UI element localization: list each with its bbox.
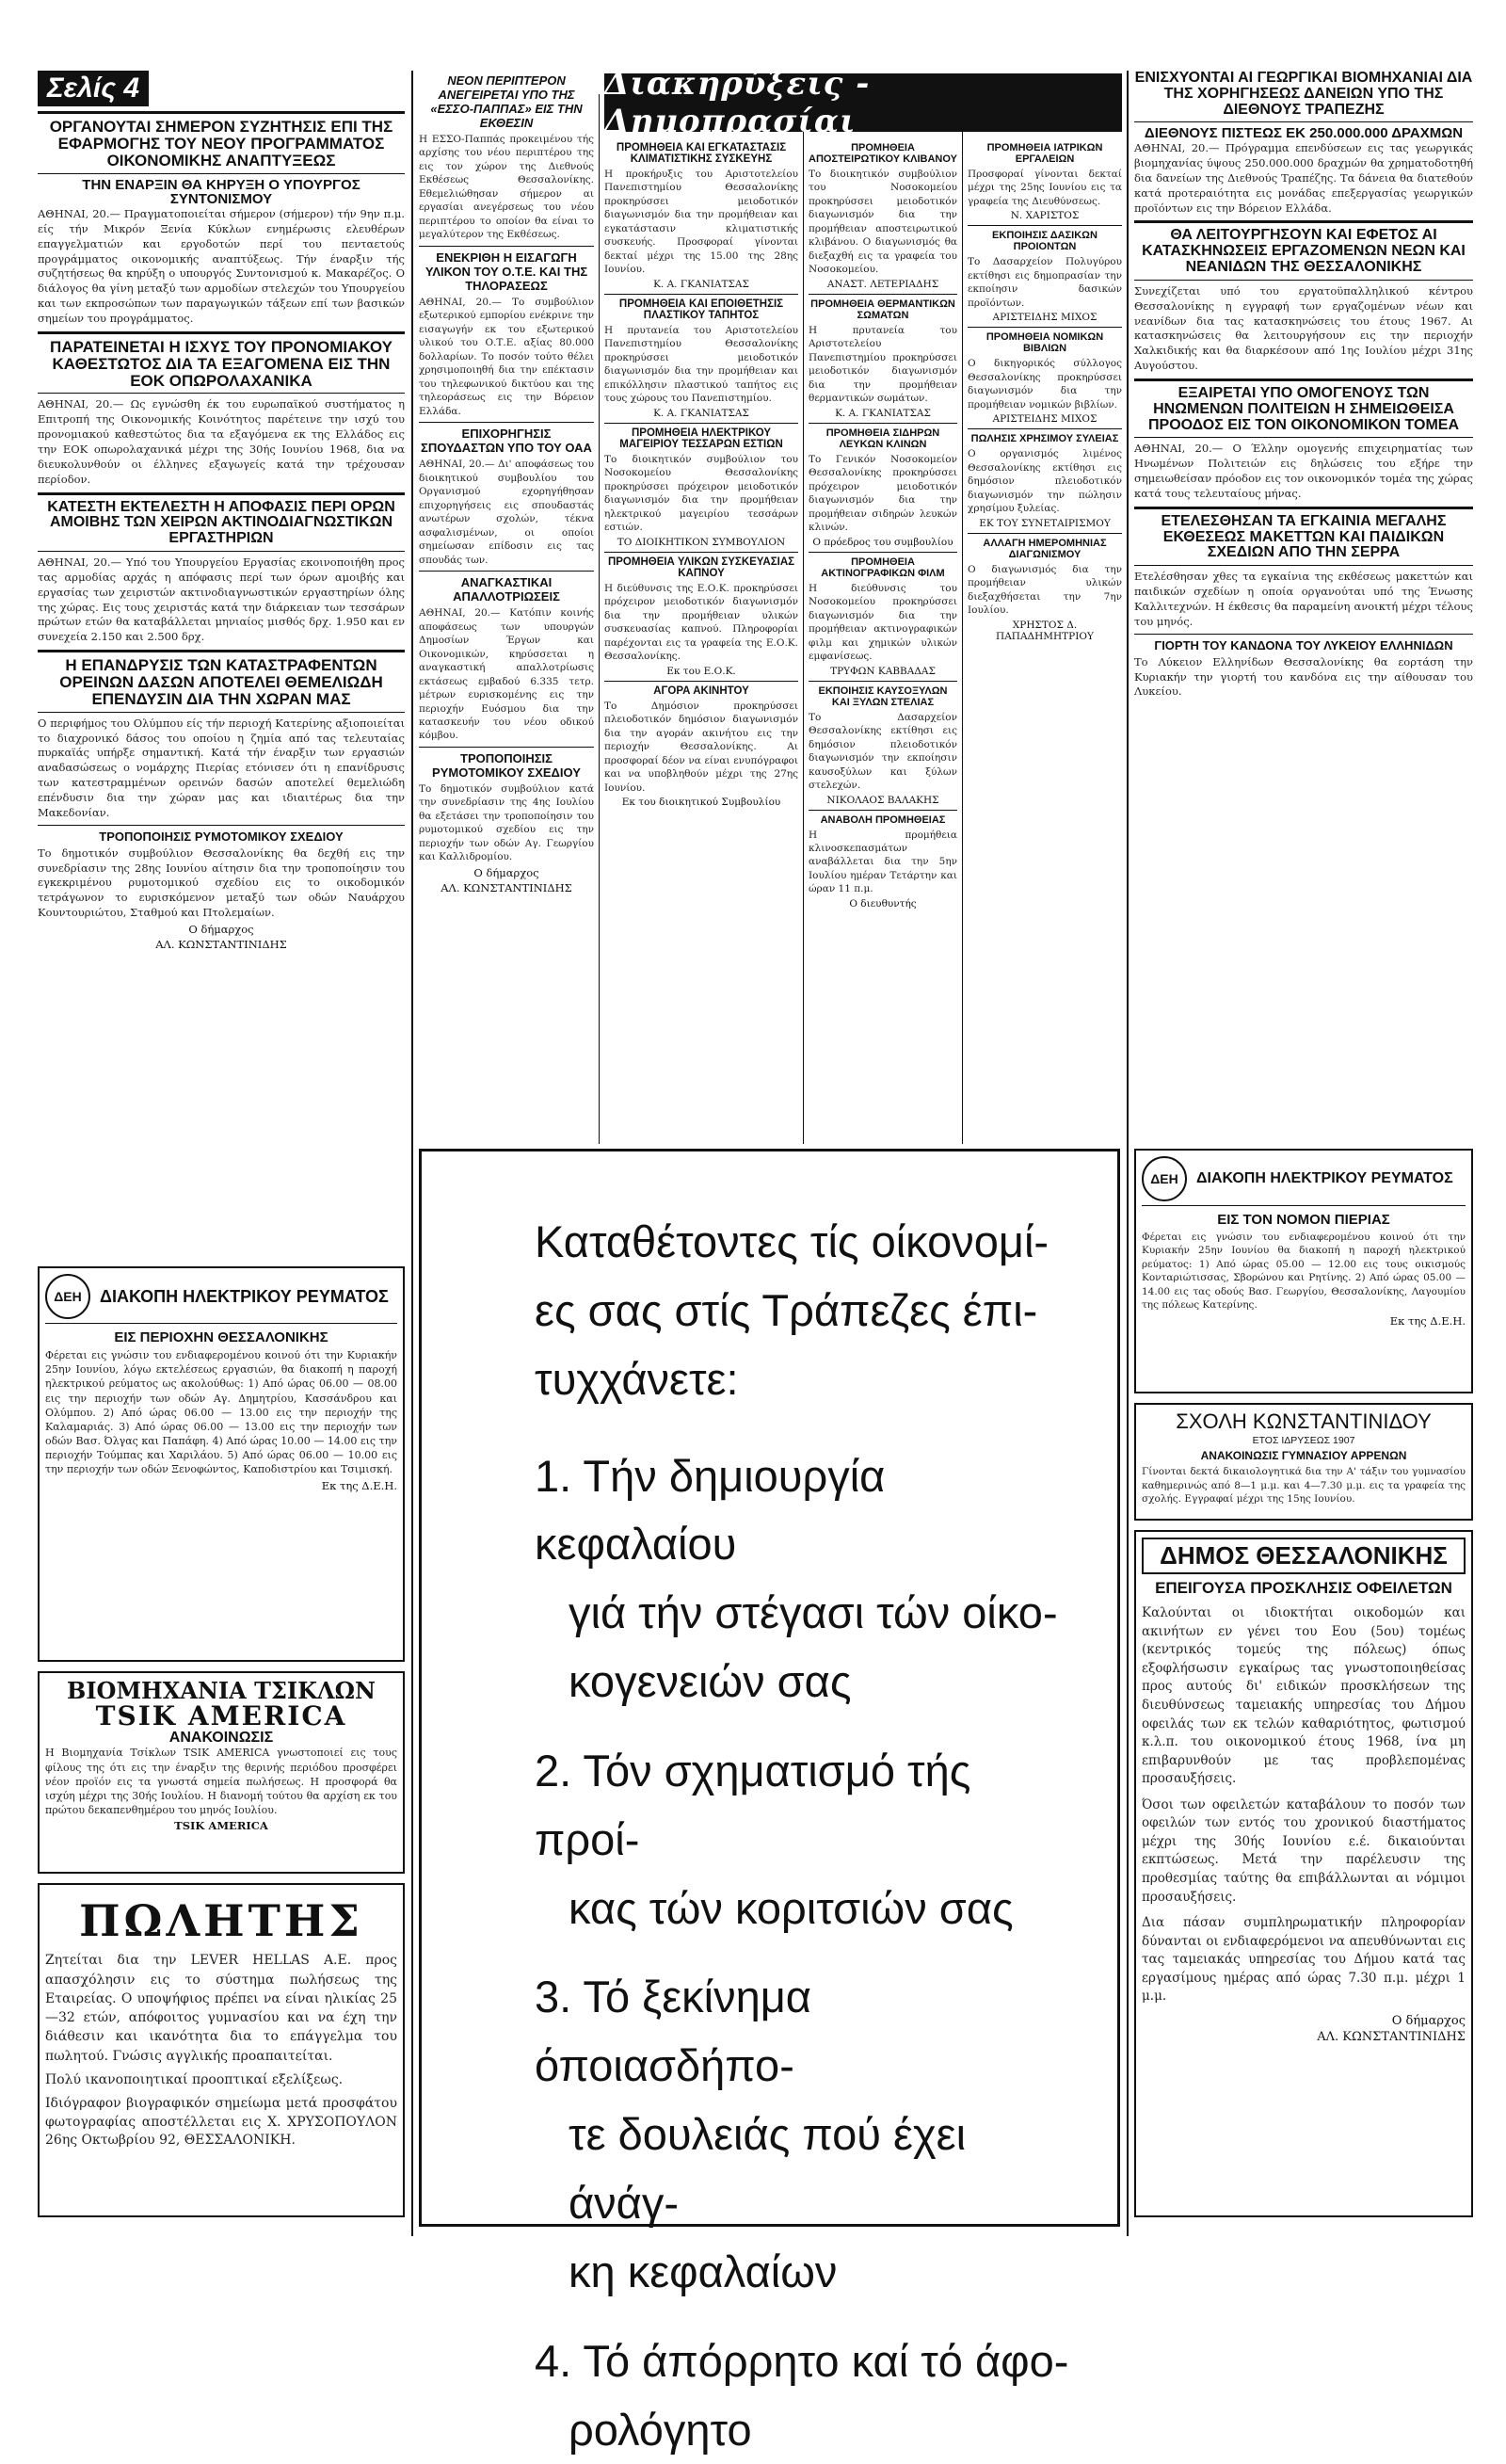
notice-signature: ΑΡΙΣΤΕΙΔΗΣ ΜΙΧΟΣ: [968, 312, 1122, 323]
notice-title: ΑΛΛΑΓΗ ΗΜΕΡΟΜΗΝΙΑΣ ΔΙΑΓΩΝΙΣΜΟΥ: [968, 538, 1122, 560]
section-banner-title: Διακηρύξεις - Δημοπρασίαι: [604, 65, 1122, 140]
notice-subtitle: ΕΙΣ ΠΕΡΙΟΧΗΝ ΘΕΣΣΑΛΟΝΙΚΗΣ: [45, 1329, 397, 1345]
notice-signature: ΤΟ ΔΙΟΙΚΗΤΙΚΟΝ ΣΥΜΒΟΥΛΙΟΝ: [604, 537, 798, 548]
notice-title: ΠΡΟΜΗΘΕΙΑ ΘΕΡΜΑΝΤΙΚΩΝ ΣΩΜΑΤΩΝ: [809, 298, 957, 321]
column-rule: [962, 94, 963, 1144]
notice-body: Ο διαγωνισμός δια την προμήθειαν υλικών διεξαχθήσεται την 7ην Ιουλίου.: [968, 563, 1122, 618]
notice-body: Η πρυτανεία του Αριστοτελείου Πανεπιστημίου προκηρύσσει μειοδοτικόν διαγωνισμόν δια την προμήθειαν θερμαντικών σωμάτων.: [809, 324, 957, 406]
headline: ΝΕΟΝ ΠΕΡΙΠΤΕΡΟΝ ΑΝΕΓΕΙΡΕΤΑΙ ΥΠΟ ΤΗΣ «ΕΣΣΟ-ΠΑΠΠΑΣ» ΕΙΣ ΤΗΝ ΕΚΘΕΣΙΝ: [419, 73, 594, 130]
notice-body: Η προμήθεια κλινοσκεπασμάτων αναβάλλεται δια την 5ην Ιουλίου ημέραν Τετάρτην και ώραν 11 π.μ.: [809, 829, 957, 896]
notice-title: ΠΡΟΜΗΘΕΙΑ ΑΠΟΣΤΕΙΡΩΤΙΚΟΥ ΚΛΙΒΑΝΟΥ: [809, 142, 957, 165]
notice-signature: Εκ του διοικητικού Συμβουλίου: [604, 797, 798, 808]
article-body: ΑΘΗΝΑΙ, 20.— Κατόπιν κοινής αποφάσεως των υπουργών Δημοσίων Έργων και Οικονομικών, κηρύσσεται η αναγκαστική απαλλοτρίωσις εκτάσεως εμβαδού 6.335 τετρ. μέτρων ευρισκομένης εις την περιοχήν Ευόσμου δια την κατασκευήν του νέου οδικού κόμβου.: [419, 606, 594, 743]
notice-body: Η πρυτανεία του Αριστοτελείου Πανεπιστημίου Θεσσαλονίκης προκηρύσσει μειοδοτικόν διαγωνισμόν δια την προμήθειαν και επικόλλησιν πλαστικού ταπήτος εις τους χώρους του Πανεπιστημίου.: [604, 324, 798, 406]
notice-signature: ΕΚ ΤΟΥ ΣΥΝΕΤΑΙΡΙΣΜΟΥ: [968, 518, 1122, 529]
municipality-title: ΔΗΜΟΣ ΘΕΣΣΑΛΟΝΙΚΗΣ: [1147, 1543, 1460, 1569]
headline: ΘΑ ΛΕΙΤΟΥΡΓΗΣΟΥΝ ΚΑΙ ΕΦΕΤΟΣ ΑΙ ΚΑΤΑΣΚΗΝΩΣΕΙΣ ΕΡΓΑΖΟΜΕΝΩΝ ΝΕΩΝ ΚΑΙ ΝΕΑΝΙΔΩΝ ΤΗΣ ΘΕΣΣΑΛΟΝΙΚΗΣ: [1134, 228, 1473, 275]
article-body: Ο περιφήμος του Ολύμπου είς τήν περιοχή Κατερίνης αξιοποιείται το διαχρονικό δάσος του οποίου η ζημία από τας τελευταίας πυρκαϊάς υπήρξε σημαντική. Κατά τήν έναρξιν των εργασιών αναδασώσεως ο νομάρχης Πιερίας ετόνισεν ότι η επανίδρυσις των κατεστραμμένων ορεινών δασών αποτελεί θεμελιώδη επένδυσιν δια την χώραν μας και ιδιαιτέρως δια την Μακεδονίαν.: [38, 717, 405, 821]
signature-title: Ο δήμαρχος: [419, 866, 594, 879]
article-body: ΑΘΗΝΑΙ, 20.— Το συμβούλιον εξωτερικού εμπορίου ενέκρινε την εισαγωγήν εκ του εξωτερικού υλικού του Ο.Τ.Ε. αξίας 80.000 δολλαρίων. Το ποσόν τούτο θέλει χρησιμοποιηθή δια την επέκτασιν του τηλεφωνικού δικτύου και της τηλεοράσεως εις την Βόρειον Ελλάδα.: [419, 296, 594, 418]
ad-signature: TSIK AMERICA: [45, 1819, 397, 1832]
headline: Η ΕΠΑΝΔΡΥΣΙΣ ΤΩΝ ΚΑΤΑΣΤΡΑΦΕΝΤΩΝ ΟΡΕΙΝΩΝ ΔΑΣΩΝ ΑΠΟΤΕΛΕΙ ΘΕΜΕΛΙΩΔΗ ΕΠΕΝΔΥΣΙΝ ΔΙΑ ΤΗΝ ΧΩΡΑΝ ΜΑΣ: [38, 657, 405, 708]
column-rule: [803, 94, 804, 1144]
notice-body: Φέρεται εις γνώσιν του ενδιαφερομένου κοινού ότι την Κυριακήν 25ην Ιουνίου θα διακοπή η παροχή ηλεκτρικού ρεύματος: 1) Από ώρας 05.00 — 12.00 εις τους οικισμούς Κονταριώτισσας, Σβορώνου και Ρητίνης. 2) Από ώρας 05.00 — 14.00 εις τας οδούς Βασ. Γεωργίου, Θεσσαλονίκης, Λαγουμίου της πόλεως Κατερίνης.: [1142, 1231, 1466, 1313]
notice-title: ΠΡΟΜΗΘΕΙΑ ΝΟΜΙΚΩΝ ΒΙΒΛΙΩΝ: [968, 331, 1122, 354]
school-subtitle: ΑΝΑΚΟΙΝΩΣΙΣ ΓΥΜΝΑΣΙΟΥ ΑΡΡΕΝΩΝ: [1142, 1449, 1466, 1462]
signature-name: ΑΛ. ΚΩΝΣΤΑΝΤΙΝΙΔΗΣ: [1142, 2030, 1466, 2044]
subheadline: ΔΙΕΘΝΟΥΣ ΠΙΣΤΕΩΣ ΕΚ 250.000.000 ΔΡΑΧΜΩΝ: [1134, 126, 1473, 141]
notice-title: ΠΡΟΜΗΘΕΙΑ ΑΚΤΙΝΟΓΡΑΦΙΚΩΝ ΦΙΛΜ: [809, 556, 957, 579]
column-right: [1134, 71, 1473, 1139]
notice-body: Προσφοραί γίνονται δεκταί μέχρι της 25ης Ιουνίου εις τα γραφεία της Διευθύνσεως.: [968, 168, 1122, 208]
ad-benefit-line: 3. Τό ξεκίνημα όποιασδήπο-: [535, 1963, 1070, 2101]
article-body: ΑΘΗΝΑΙ, 20.— Υπό του Υπουργείου Εργασίας εκοινοποιήθη προς τας αρμοδίας αρχάς η απόφασις περί των όρων αμοιβής και εργασίας των χειριστών ακτινοδιαγνωστικών εργαστηρίων όλης της χώρας. Εις τους χειριστάς κατά την διάρκειαν των τεσσάρων πρώτων ετών θα καταβάλλεται μηνιαίος μισθός δρχ. 1.950 και εν συνεχεία 2.150 και 2.500 δρχ.: [38, 556, 405, 645]
notice-title: ΑΓΟΡΑ ΑΚΙΝΗΤΟΥ: [604, 685, 798, 697]
column-notices-c: [968, 139, 1122, 1142]
notice: [604, 298, 798, 419]
column-rule: [411, 71, 413, 2236]
notice: [809, 298, 957, 419]
ad-brand: TSIK AMERICA: [45, 1702, 397, 1730]
notice-body: Το Γενικόν Νοσοκομείον Θεσσαλονίκης προκηρύσσει πρόχειρον μειοδοτικόν διαγωνισμόν δια την προμήθειαν σιδηρών λευκών κλινών.: [809, 453, 957, 535]
notice-title: ΠΡΟΜΗΘΕΙΑ ΚΑΙ ΕΠΟΙΘΕΤΗΣΙΣ ΠΛΑΣΤΙΚΟΥ ΤΑΠΗΤΟΣ: [604, 298, 798, 321]
article-body: Το δημοτικόν συμβούλιον Θεσσαλονίκης θα δεχθή εις την συνεδρίασιν της 28ης Ιουνίου αίτησιν δια την τροποποίησιν του εγκεκριμένου ρυμοτομικού σχεδίου εις το οικοδομικόν τετράγωνον το ευρισκόμενον μεταξύ των οδών Ναυάρχου Κουντουριώτου, Σταθμού και Πτολεμαίων.: [38, 846, 405, 921]
notice-subtitle: ΕΙΣ ΤΟΝ ΝΟΜΟΝ ΠΙΕΡΙΑΣ: [1142, 1212, 1466, 1228]
notice-title: ΠΡΟΜΗΘΕΙΑ ΚΑΙ ΕΓΚΑΤΑΣΤΑΣΙΣ ΚΛΙΜΑΤΙΣΤΙΚΗΣ ΣΥΣΚΕΥΗΣ: [604, 142, 798, 165]
notice-signature: ΤΡΥΦΩΝ ΚΑΒΒΑΔΑΣ: [809, 666, 957, 677]
notice-body: Το Δασαρχείον Θεσσαλονίκης εκτίθησι εις δημόσιον πλειοδοτικόν διαγωνισμόν την εκποίησιν καυσοξύλων και ξύλων στελεχών.: [809, 711, 957, 793]
notice: [604, 685, 798, 808]
headline: ΟΡΓΑΝΟΥΤΑΙ ΣΗΜΕΡΟΝ ΣΥΖΗΤΗΣΙΣ ΕΠΙ ΤΗΣ ΕΦΑΡΜΟΓΗΣ ΤΟΥ ΝΕΟΥ ΠΡΟΓΡΑΜΜΑΤΟΣ ΟΙΚΟΝΟΜΙΚΗΣ ΑΝΑΠΤΥΞΕΩΣ: [38, 119, 405, 169]
article-body: ΑΘΗΝΑΙ, 20.— Δι' αποφάσεως του διοικητικού συμβουλίου του Οργανισμού εχορηγήθησαν επιχορηγήσεις εις σπουδαστάς ανωτέρων σχολών, τέκνα ασφαλισμένων, οι οποίοι σημείωσαν επίδοσιν εις τας σπουδάς των.: [419, 458, 594, 567]
notice-header: [1142, 1156, 1466, 1206]
ad-note: Πολύ ικανοποιητικαί προοπτικαί εξελίξεως.: [45, 2071, 397, 2089]
notice-title: ΔΙΑΚΟΠΗ ΗΛΕΚΤΡΙΚΟΥ ΡΕΥΜΑΤΟΣ: [1196, 1170, 1453, 1187]
article-body: Το δημοτικόν συμβούλιον κατά την συνεδρίασιν της 4ης Ιουλίου θα εξετάσει την τροποποίησιν του ρυμοτομικού σχεδίου εις την περιοχήν των οδών Αγ. Γεωργίου και Καλλιδρομίου.: [419, 782, 594, 864]
school-title: ΣΧΟΛΗ ΚΩΝΣΤΑΝΤΙΝΙΔΟΥ: [1142, 1410, 1466, 1432]
headline: ΕΝΙΣΧΥΟΝΤΑΙ ΑΙ ΓΕΩΡΓΙΚΑΙ ΒΙΟΜΗΧΑΝΙΑΙ ΔΙΑ ΤΗΣ ΧΟΡΗΓΗΣΕΩΣ ΔΑΝΕΙΩΝ ΥΠΟ ΤΗΣ ΔΙΕΘΝΟΥΣ ΤΡΑΠΕΖΗΣ: [1134, 71, 1473, 118]
headline: ΤΡΟΠΟΠΟΙΗΣΙΣ ΡΥΜΟΤΟΜΙΚΟΥ ΣΧΕΔΙΟΥ: [38, 829, 405, 844]
headline: ΤΡΟΠΟΠΟΙΗΣΙΣ ΡΥΜΟΤΟΜΙΚΟΥ ΣΧΕΔΙΟΥ: [419, 751, 594, 780]
municipality-subtitle: ΕΠΕΙΓΟΥΣΑ ΠΡΟΣΚΛΗΣΙΣ ΟΦΕΙΛΕΤΩΝ: [1142, 1580, 1466, 1597]
notice-header: [45, 1274, 397, 1324]
notice-signature: ΑΡΙΣΤΕΙΔΗΣ ΜΙΧΟΣ: [968, 413, 1122, 425]
notice-title: ΠΡΟΜΗΘΕΙΑ ΣΙΔΗΡΩΝ ΛΕΥΚΩΝ ΚΛΙΝΩΝ: [809, 427, 957, 450]
notice-title: ΠΡΟΜΗΘΕΙΑ ΗΛΕΚΤΡΙΚΟΥ ΜΑΓΕΙΡΙΟΥ ΤΕΣΣΑΡΩΝ ΕΣΤΙΩΝ: [604, 427, 798, 450]
notice-signature: Ο διευθυντής: [809, 898, 957, 910]
notice-title: ΠΩΛΗΣΙΣ ΧΡΗΣΙΜΟΥ ΣΥΛΕΙΑΣ: [968, 433, 1122, 444]
article-body: Η ΕΣΣΟ-Παππάς προκειμένου τής αρχίσης του νέου περιπτέρου της εις τον χώρον της Διεθνούς Εκθέσεως Θεσσαλονίκης. Εθεμελιώθησαν σήμερον αι εργασίαι ανεγέρσεως του νέου περιπτέρου το οποίον θα είναι το μεγαλύτερον της Εκθέσεως.: [419, 133, 594, 242]
headline: ΕΠΙΧΟΡΗΓΗΣΙΣ ΣΠΟΥΔΑΣΤΩΝ ΥΠΟ ΤΟΥ ΟΑΑ: [419, 427, 594, 455]
notice: [968, 538, 1122, 642]
ad-subtitle: ΑΝΑΚΟΙΝΩΣΙΣ: [45, 1731, 397, 1747]
ad-benefit-line: 4. Τό άπόρρητο καί τό άφο-: [535, 2327, 1070, 2396]
section-banner: [604, 73, 1122, 132]
notice-body: Δια πάσαν συμπληρωματικήν πληροφορίαν δύνανται οι ενδιαφερόμενοι να απευθύνωνται εις τας ταμειακάς υπηρεσίας του Δήμου κατά τας εργασίμους ημέρας από ώρας 7.30 π.μ. μέχρι 1 μ.μ.: [1142, 1914, 1466, 2006]
article-body: Ετελέσθησαν χθες τα εγκαίνια της εκθέσεως μακεττών και παιδικών σχεδίων η οποία οργανούται υπό της Ένωσης Καλλιτεχνών. Η έκθεσις θα παραμείνη ανοικτή μέχρι τέλους του μηνός.: [1134, 570, 1473, 629]
dei-logo-icon: ΔΕΗ: [1142, 1156, 1187, 1201]
signature-name: ΑΛ. ΚΩΝΣΤΑΝΤΙΝΙΔΗΣ: [419, 881, 594, 894]
ad-intro-line: τυχχάνετε:: [535, 1345, 1070, 1414]
ad-benefit-line: κας τών κοριτσιών σας: [535, 1875, 1070, 1943]
ad-benefit-line: 2. Τόν σχηματισμό τής προί-: [535, 1737, 1070, 1875]
notice-signature: Κ. Α. ΓΚΑΝΙΑΤΣΑΣ: [604, 408, 798, 419]
notice-signature: Κ. Α. ΓΚΑΝΙΑΤΣΑΣ: [604, 279, 798, 290]
notice-title: ΔΙΑΚΟΠΗ ΗΛΕΚΤΡΙΚΟΥ ΡΕΥΜΑΤΟΣ: [100, 1287, 389, 1307]
notice: [809, 142, 957, 290]
notice: [604, 142, 798, 290]
notice-signature: Εκ της Δ.Ε.Η.: [45, 1479, 397, 1492]
school-founded: ΕΤΟΣ ΙΔΡΥΣΕΩΣ 1907: [1142, 1435, 1466, 1446]
headline: ΠΑΡΑΤΕΙΝΕΤΑΙ Η ΙΣΧΥΣ ΤΟΥ ΠΡΟΝΟΜΙΑΚΟΥ ΚΑΘΕΣΤΩΤΟΣ ΔΙΑ ΤΑ ΕΞΑΓΟΜΕΝΑ ΕΙΣ ΤΗΝ ΕΟΚ ΟΠΩΡΟΛΑΧΑΝΙΚΑ: [38, 339, 405, 390]
notice-body: Το διοικητικόν συμβούλιον του Νοσοκομείου Θεσσαλονίκης προκηρύσσει πρόχειρον μειοδοτικόν διαγωνισμόν δια την προμήθειαν ηλεκτρικού μαγειρίου τεσσάρων εστιών.: [604, 453, 798, 535]
article-body: Συνεχίζεται υπό του εργατοϋπαλληλικού κέντρου Θεσσαλονίκης η εγγραφή των εργαζομένων νέων και νεανίδων δια τας κατασκηνώσεις του έτους 1967. Αι κατασκηνώσεις θα λειτουργήσουν εις την περιοχήν Χαλκιδικής και θα διαρκέσουν από 1ης Ιουλίου μέχρι 31ης Αυγούστου.: [1134, 284, 1473, 374]
notice-body: Το διοικητικόν συμβούλιον του Νοσοκομείου προκηρύσσει μειοδοτικόν διαγωνισμόν δια την προμήθειαν αποστειρωτικού κλιβάνου. Ο διαγωνισμός θα διεξαχθή εις τα γραφεία του Νοσοκομείου.: [809, 168, 957, 277]
ad-title: ΠΩΛΗΤΗΣ: [45, 1898, 397, 1943]
notice: [604, 427, 798, 548]
column-rule: [599, 94, 600, 1144]
tsik-america-ad: [38, 1671, 405, 1874]
notice: [968, 142, 1122, 221]
notice-signature: ΑΝΑΣΤ. ΛΕΤΕΡΙΑΔΗΣ: [809, 279, 957, 290]
notice: [968, 331, 1122, 425]
school-body: Γίνονται δεκτά δικαιολογητικά δια την Α' τάξιν του γυμνασίου καθημερινώς από 8—1 μ.μ. και 4—7.30 μ.μ. εις τα γραφεία της σχολής. Εγγραφαί μέχρι της 15ης Ιουνίου.: [1142, 1465, 1466, 1506]
ad-benefit-line: ρολόγητο: [535, 2396, 1070, 2464]
notice-title: ΠΡΟΜΗΘΕΙΑ ΥΛΙΚΩΝ ΣΥΣΚΕΥΑΣΙΑΣ ΚΑΠΝΟΥ: [604, 556, 798, 579]
municipality-title-bar: [1142, 1538, 1466, 1574]
column-notices-b: [809, 139, 957, 1142]
notice-body: Η διεύθυνσις του Νοσοκομείου προκηρύσσει διαγωνισμόν δια την προμήθειαν ακτινογραφικών φιλμ και χημικών υλικών εμφανίσεως.: [809, 582, 957, 664]
bank-savings-ad: [419, 1149, 1120, 2227]
notice-signature: ΝΙΚΟΛΑΟΣ ΒΑΛΑΚΗΣ: [809, 795, 957, 806]
article-body: Το Λύκειον Ελληνίδων Θεσσαλονίκης θα εορτάση την Κυριακήν την γιορτή του κανδόνα εις την αίθουσαν του Λυκείου.: [1134, 655, 1473, 701]
notice: [809, 814, 957, 910]
ad-title: ΒΙΟΜΗΧΑΝΙΑ ΤΣΙΚΛΩΝ: [45, 1679, 397, 1702]
notice-signature: Ν. ΧΑΡΙΣΤΟΣ: [968, 210, 1122, 221]
notice-signature: Εκ της Δ.Ε.Η.: [1142, 1314, 1466, 1328]
notice-title: ΑΝΑΒΟΛΗ ΠΡΟΜΗΘΕΙΑΣ: [809, 814, 957, 826]
notice-title: ΕΚΠΟΙΗΣΙΣ ΚΑΥΣΟΞΥΛΩΝ ΚΑΙ ΞΥΛΩΝ ΣΤΕΛΙΑΣ: [809, 685, 957, 708]
notice-body: Το Δημόσιον προκηρύσσει πλειοδοτικόν δημόσιον διαγωνισμόν δια την αγοράν ακινήτου εις την περιοχήν Θεσσαλονίκης. Αι προσφοραί δέον να είναι ενυπόγραφοι και να υποβληθούν μέχρι της 27ης Ιουνίου.: [604, 700, 798, 795]
notice-body: Η προκήρυξις του Αριστοτελείου Πανεπιστημίου Θεσσαλονίκης προκηρύσσει μειοδοτικόν διαγωνισμόν δια την προμήθειαν και εγκατάστασιν κλιματιστικής συσκευής. Προσφοραί γίνονται δεκταί μέχρι της 15.00 της 28ης Ιουνίου.: [604, 168, 798, 277]
notice: [968, 433, 1122, 528]
notice-body: Όσοι των οφειλετών καταβάλουν το ποσόν των οφειλών των εντός του χρονικού διαστήματος μέχρι της 30ής Ιουνίου ε.έ. δικαιούνται εκπτώσεως. Μετά την παρέλευσιν της προθεσμίας ταύτης θα επιβάλλωνται αι νόμιμοι προσαυξήσεις.: [1142, 1796, 1466, 1907]
headline: ΕΞΑΙΡΕΤΑΙ ΥΠΟ ΟΜΟΓΕΝΟΥΣ ΤΩΝ ΗΝΩΜΕΝΩΝ ΠΟΛΙΤΕΙΩΝ Η ΣΗΜΕΙΩΘΕΙΣΑ ΠΡΟΟΔΟΣ ΕΙΣ ΤΟΝ ΟΙΚΟΝΟΜΙΚΟΝ ΤΟΜΕΑ: [1134, 386, 1473, 433]
ad-intro-line: ες σας στίς Τράπεζες έπι-: [535, 1277, 1070, 1345]
notice-signature: Εκ του Ε.Ο.Κ.: [604, 666, 798, 677]
notice-signature: ΧΡΗΣΤΟΣ Δ. ΠΑΠΑΔΗΜΗΤΡΙΟΥ: [968, 620, 1122, 642]
notice-signature: Κ. Α. ΓΚΑΝΙΑΤΣΑΣ: [809, 408, 957, 419]
municipality-notice: [1134, 1530, 1473, 2217]
ad-benefit-line: γιά τήν στέγασι τών οίκο-: [535, 1579, 1070, 1648]
ad-body: Η Βιομηχανία Τσίκλων TSIK AMERICA γνωστοποιεί εις τους φίλους της ότι εις την έναρξιν της θερινής περιόδου προσφέρει νέον προϊόν εις τα γνωστά σημεία πωλήσεως. Η προσφορά θα ισχύη μέχρι της 30ής Ιουλίου. Η διανομή τούτου θα αρχίση εκ του πρώτου δεκαπενθημέρου του μηνός Ιουλίου.: [45, 1746, 397, 1817]
ad-footer: Ιδιόγραφον βιογραφικόν σημείωμα μετά προσφάτου φωτογραφίας αποστέλλεται εις Χ. ΧΡΥΣΟΠΟΥΛΟΝ 26ης Οκτωβρίου 92, ΘΕΣΣΑΛΟΝΙΚΗ.: [45, 2095, 397, 2150]
notice-body: Φέρεται εις γνώσιν του ενδιαφερομένου κοινού ότι την Κυριακήν 25ην Ιουνίου, λόγω εκτελέσεως εργασιών, θα διακοπή η παροχή ηλεκτρικού ρεύματος ως ακολούθως: 1) Από ώρας 06.00 — 08.00 εις την περιοχήν των οδών Αγ. Δημητρίου, Κασσάνδρου και Ολύμπου. 2) Από ώρας 06.00 — 13.00 εις την περιοχήν της Καλαμαριάς. 3) Από ώρας 06.00 — 13.00 εις την περιοχήν των οδών Βασ. Όλγας και Παπάφη. 4) Από ώρας 10.00 — 14.00 εις την περιοχήν Τούμπας και Χαριλάου. 5) Από ώρας 06.00 — 10.00 εις την περιοχήν των οδών Ξενοφώντος, Καποδιστρίου και Τσιμισκή.: [45, 1348, 397, 1477]
notice-signature: Ο πρόεδρος του συμβουλίου: [809, 537, 957, 548]
column-rule: [1127, 71, 1129, 2236]
power-outage-notice-pieria: [1134, 1149, 1473, 1393]
notice-title: ΠΡΟΜΗΘΕΙΑ ΙΑΤΡΙΚΩΝ ΕΡΓΑΛΕΙΩΝ: [968, 142, 1122, 165]
column-notices-a: [604, 139, 798, 1142]
school-notice: [1134, 1403, 1473, 1521]
ad-benefit-line: κογενειών σας: [535, 1648, 1070, 1716]
ad-body: Ζητείται δια την LEVER HELLAS A.E. προς απασχόλησιν εις το σύστημα πωλήσεως της Εταιρείας. Ο υποψήφιος πρέπει να είναι ηλικίας 25—32 ετών, απόφοιτος γυμνασίου και να έχη την διάθεσιν και ικανότητα δια το επάγγελμα του πωλητού. Γνώσις αγγλικής προαπαιτείται.: [45, 1951, 397, 2066]
ad-intro-line: Καταθέτοντες τίς οίκονομί-: [535, 1208, 1070, 1277]
headline: ΕΝΕΚΡΙΘΗ Η ΕΙΣΑΓΩΓΗ ΥΛΙΚΟΝ ΤΟΥ Ο.Τ.Ε. ΚΑΙ ΤΗΣ ΤΗΛΟΡΑΣΕΩΣ: [419, 250, 594, 293]
notice: [809, 685, 957, 806]
signature-name: ΑΛ. ΚΩΝΣΤΑΝΤΙΝΙΔΗΣ: [38, 938, 405, 951]
ad-benefit-line: 1. Τήν δημιουργία κεφαλαίου: [535, 1442, 1070, 1580]
column-second: [419, 71, 594, 1144]
signature-title: Ο δήμαρχος: [1142, 2014, 1466, 2028]
notice-body: Καλούνται οι ιδιοκτήται οικοδομών και ακινήτων εν γένει του Εου (5ου) τομέως (κεντρικός τομεύς της πόλεως) όπως εξοφλήσωσιν εγκαίρως τας γνωστοποιηθείσας προς αυτούς δι' ειδικών προσκλήσεων της διευθύνσεως ταμειακής υπηρεσίας του Δήμου οφειλάς των εκ τελών καθαριότητος, φωτισμού κ.λ.π. του οικονομικού έτους 1968, ίνα μη επιβαρυνθούν με τας προβλεπομένας προσαυξήσεις.: [1142, 1604, 1466, 1789]
notice-body: Το Δασαρχείον Πολυγύρου εκτίθησι εις δημοπρασίαν την εκποίησιν δασικών προϊόντων.: [968, 255, 1122, 310]
column-left: [38, 71, 405, 1262]
page-number-label: Σελίς 4: [38, 71, 149, 106]
page-logo: [38, 71, 405, 106]
notice: [809, 556, 957, 677]
subheadline: ΤΗΝ ΕΝΑΡΞΙΝ ΘΑ ΚΗΡΥΞΗ Ο ΥΠΟΥΡΓΟΣ ΣΥΝΤΟΝΙΣΜΟΥ: [38, 178, 405, 208]
notice-title: ΕΚΠΟΙΗΣΙΣ ΔΑΣΙΚΩΝ ΠΡΟΙΟΝΤΩΝ: [968, 230, 1122, 252]
ad-benefit-line: κη κεφαλαίων: [535, 2238, 1070, 2307]
salesman-job-ad: [38, 1883, 405, 2217]
power-outage-notice-thessaloniki: [38, 1266, 405, 1662]
notice-body: Ο οργανισμός λιμένος Θεσσαλονίκης εκτίθησι εις δημόσιον πλειοδοτικόν διαγωνισμόν την πώλησιν χρησίμου ξυλείας.: [968, 447, 1122, 515]
notice: [968, 230, 1122, 323]
dei-logo-icon: ΔΕΗ: [45, 1274, 90, 1319]
notice: [809, 427, 957, 548]
article-body: ΑΘΗΝΑΙ, 20.— Ο Έλλην ομογενής επιχειρηματίας των Ηνωμένων Πολιτειών εις δηλώσεις του εξήρε την σημειωθείσαν πρόοδον εις τον οικονομικόν τομέα της χώρας κατά τους τελευταίους μήνας.: [1134, 442, 1473, 501]
article-body: ΑΘΗΝΑΙ, 20.— Πραγματοποιείται σήμερον (σήμερον) τήν 9ην π.μ. είς τήν Μικρόν Ξενία Κύκλων ενημέρωσις ελευθέρων επαγγελματιών και εργοδοτών περί του πενταετούς προγράμματος οικονομικής αναπτύξεως. Τήν έναρξιν τής συζητήσεως θα κηρύξη ο υπουργός Συντονισμού κ. Μακαρέζος. Ο διάλογος θα γίνη μεταξύ των αρμοδίων στελεχών του Υπουργείου και των εκπροσώπων των παραγωγικών τάξεων επί των βασικών σημείων του προγράμματος.: [38, 207, 405, 327]
signature-title: Ο δήμαρχος: [38, 923, 405, 936]
notice-body: Ο δικηγορικός σύλλογος Θεσσαλονίκης προκηρύσσει διαγωνισμόν δια την προμήθειαν νομικών βιβλίων.: [968, 357, 1122, 411]
headline: ΕΤΕΛΕΣΘΗΣΑΝ ΤΑ ΕΓΚΑΙΝΙΑ ΜΕΓΑΛΗΣ ΕΚΘΕΣΕΩΣ ΜΑΚΕΤΤΩΝ ΚΑΙ ΠΑΙΔΙΚΩΝ ΣΧΕΔΙΩΝ ΑΠΟ ΤΗΝ ΣΕΡΡΑ: [1134, 514, 1473, 561]
article-body: ΑΘΗΝΑΙ, 20.— Πρόγραμμα επενδύσεων εις τας γεωργικάς βιομηχανίας ύψους 250.000.000 δραχμών θα χρηματοδοτηθή δια δανείων της Διεθνούς Τραπέζης. Τα δάνεια θα διατεθούν κατά προτεραιότητα εις μονάδας επεξεργασίας γεωργικών προϊόντων εις την Βόρειον Ελλάδα.: [1134, 141, 1473, 216]
article-body: ΑΘΗΝΑΙ, 20.— Ως εγνώσθη έκ του ευρωπαϊκού συστήματος η Επιτροπή της Οικονομικής Κοινότητος παρέτεινε την ισχύ του προνομιακού καθεστώτος δια τα εξαγόμενα εκ της Ελλάδος εις την ΕΟΚ οπωρολαχανικά μέχρι της 30ής Ιουνίου 1968, δια να διευκολυνθούν οι έλληνες εξαγωγείς κατά την τρέχουσαν περίοδον.: [38, 397, 405, 487]
ad-benefit-line: τε δουλειάς πού έχει άνάγ-: [535, 2101, 1070, 2238]
notice: [604, 556, 798, 677]
notice-body: Η διεύθυνσις της Ε.Ο.Κ. προκηρύσσει πρόχειρον μειοδοτικόν διαγωνισμόν δια την προμήθειαν υλικών συσκευασίας καπνού. Πληροφορίαι παρέχονται εις τα γραφεία της Ε.Ο.Κ. Θεσσαλονίκης.: [604, 582, 798, 664]
headline: ΓΙΟΡΤΗ ΤΟΥ ΚΑΝΔΟΝΑ ΤΟΥ ΛΥΚΕΙΟΥ ΕΛΛΗΝΙΔΩΝ: [1134, 638, 1473, 652]
headline: ΑΝΑΓΚΑΣΤΙΚΑΙ ΑΠΑΛΛΟΤΡΙΩΣΕΙΣ: [419, 575, 594, 604]
headline: ΚΑΤΕΣΤΗ ΕΚΤΕΛΕΣΤΗ Η ΑΠΟΦΑΣΙΣ ΠΕΡΙ ΟΡΩΝ ΑΜΟΙΒΗΣ ΤΩΝ ΧΕΙΡΩΝ ΑΚΤΙΝΟΔΙΑΓΝΩΣΤΙΚΩΝ ΕΡΓΑΣΤΗΡΙΩΝ: [38, 500, 405, 547]
